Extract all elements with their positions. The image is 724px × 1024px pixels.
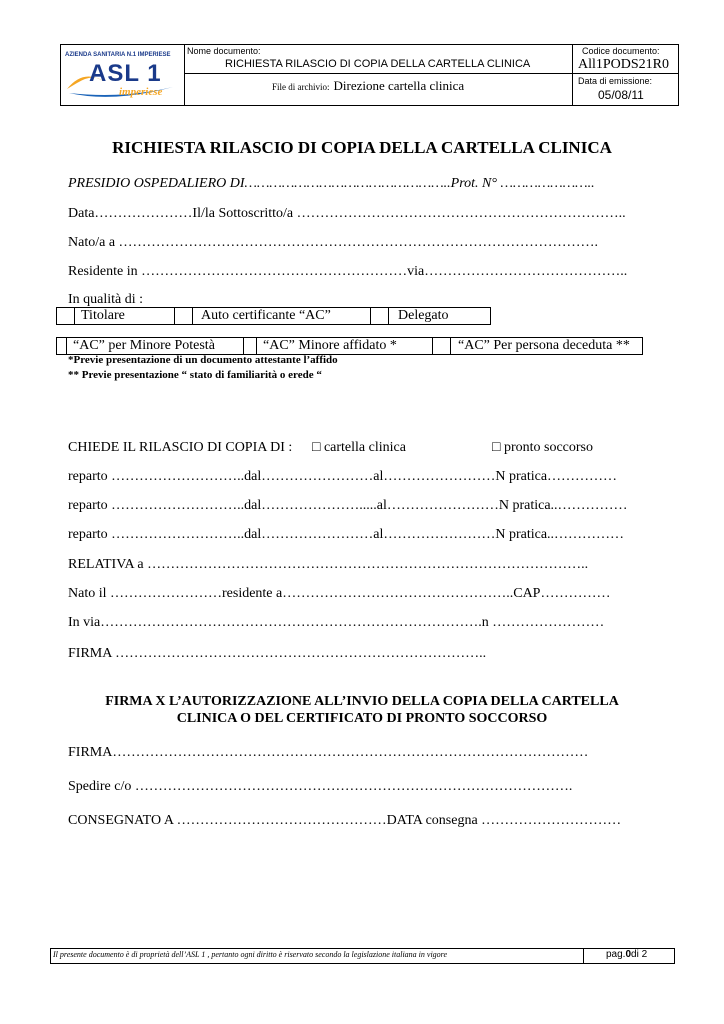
code-value: All1PODS21R0	[578, 57, 670, 72]
option-titolare[interactable]: Titolare	[81, 308, 125, 323]
checkbox-pronto-soccorso[interactable]: □ pronto soccorso	[492, 440, 593, 455]
reparto-field-1[interactable]: reparto ………………………..dal……………………al……………………N pratica……………	[68, 469, 618, 484]
date-label: Data di emissione:	[578, 76, 653, 86]
nato-a-field[interactable]: Nato/a a ………………………………………………………………………………………….	[68, 235, 599, 250]
section-authorization-title-line2: CLINICA O DEL CERTIFICATO DI PRONTO SOCCORSO	[176, 711, 548, 726]
reparto-field-2[interactable]: reparto ………………………..dal………………….....al……………………N pratica..……………	[68, 498, 628, 513]
logo-main-text: ASL 1	[89, 60, 162, 87]
option-minore-affidato[interactable]: “AC” Minore affidato *	[263, 338, 397, 353]
archive-value: Direzione cartella clinica	[333, 78, 465, 93]
spedire-field[interactable]: Spedire c/o ………………………………………………………………………………….	[68, 779, 573, 794]
reparto-field-3[interactable]: reparto ………………………..dal……………………al……………………N pratica..……………	[68, 527, 625, 542]
page-title: RICHIESTA RILASCIO DI COPIA DELLA CARTELLA CLINICA	[112, 138, 612, 157]
firma-field[interactable]: FIRMA ……………………………………………………………………..	[68, 646, 487, 661]
qualita-label: In qualità di :	[68, 292, 144, 307]
doc-name-label: Nome documento:	[187, 46, 261, 56]
logo-sub-text: imperiese	[119, 86, 163, 98]
archive-label: File di archivio:	[272, 82, 330, 92]
logo-top-text: AZIENDA SANITARIA N.1 IMPERIESE	[65, 52, 171, 58]
archive-line	[272, 77, 464, 95]
chiede-label: CHIEDE IL RILASCIO DI COPIA DI :	[68, 440, 293, 455]
page-number: pag.0di 2	[606, 949, 648, 960]
data-sottoscritto-field[interactable]: Data…………………Il/la Sottoscritto/a ……………………………………………………………..	[68, 206, 626, 221]
option-minore-potesta[interactable]: “AC” per Minore Potestà	[73, 338, 215, 353]
residente-field[interactable]: Residente in …………………………………………………via……………………………………..	[68, 264, 628, 279]
code-label: Codice documento:	[582, 46, 660, 56]
asl1-logo	[63, 52, 181, 102]
note-affido: *Previe presentazione di un documento attestante l’affido	[68, 354, 338, 366]
presidio-field[interactable]: PRESIDIO OSPEDALIERO DI…………………………………………..Prot. N° …………………..	[68, 176, 595, 191]
checkbox-cartella-clinica[interactable]: □ cartella clinica	[312, 440, 406, 455]
ac-options-table	[56, 337, 643, 355]
note-familiarita: ** Previe presentazione “ stato di familiarità o erede “	[68, 369, 322, 381]
relativa-field[interactable]: RELATIVA a …………………………………………………………………………………..	[68, 557, 589, 572]
option-delegato[interactable]: Delegato	[398, 308, 449, 323]
consegnato-field[interactable]: CONSEGNATO A ………………………………………DATA consegna …………………………	[68, 813, 622, 828]
date-value: 05/08/11	[598, 88, 644, 102]
qualita-options-table	[56, 307, 491, 325]
section-authorization-title-line1: FIRMA X L’AUTORIZZAZIONE ALL’INVIO DELLA COPIA DELLA CARTELLA	[105, 694, 619, 709]
in-via-field[interactable]: In via……………………………………………………………………….n ……………………	[68, 615, 605, 630]
footer-disclaimer: Il presente documento è di proprietà dell’ASL 1 , pertanto ogni diritto è riservato secondo la legislazione italiana in vigore	[53, 950, 448, 959]
option-auto-certificante[interactable]: Auto certificante “AC”	[201, 308, 331, 323]
footer-box	[50, 948, 675, 964]
doc-name: RICHIESTA RILASCIO DI COPIA DELLA CARTELLA CLINICA	[225, 58, 531, 70]
nato-il-field[interactable]: Nato il ……………………residente a…………………………………………..CAP……………	[68, 586, 611, 601]
option-persona-deceduta[interactable]: “AC” Per persona deceduta **	[458, 338, 630, 353]
firma-autorizzazione-field[interactable]: FIRMA…………………………………………………………………………………………	[68, 745, 589, 760]
